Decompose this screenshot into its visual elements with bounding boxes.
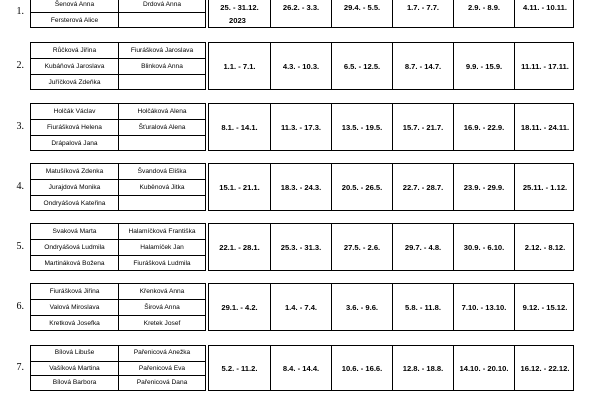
member-name: Drdová Anna	[118, 0, 205, 12]
dates-box	[208, 345, 574, 391]
date-range: 6.5. - 12.5.	[331, 43, 392, 89]
schedule-group	[0, 163, 600, 211]
member-name: Juříčková Zdeňka	[48, 78, 101, 86]
schedule-group	[0, 0, 600, 28]
names-box	[30, 0, 206, 28]
date-range: 1.7. - 7.7.	[392, 0, 453, 27]
member-name: Fiurášková Ludmila	[118, 256, 205, 271]
member-name: Holčáková Alena	[118, 104, 205, 119]
date-range: 26.2. - 3.3.	[270, 0, 331, 27]
date-range: 8.4. - 14.4.	[270, 346, 331, 390]
schedule-group	[0, 223, 600, 271]
name-row	[31, 195, 205, 211]
date-range: 7.10. - 13.10.	[453, 284, 514, 330]
group-number: 4.	[16, 181, 24, 192]
date-range: 29.7. - 4.8.	[392, 224, 453, 270]
member-name: Matušíková Zdenka	[45, 168, 104, 175]
dates-box	[208, 163, 574, 211]
date-range: 23.9. - 29.9.	[453, 164, 514, 210]
dates-box	[208, 42, 574, 90]
member-name: Halamíčková Františka	[118, 224, 205, 239]
date-range: 11.3. - 17.3.	[270, 104, 331, 150]
name-row	[31, 375, 205, 391]
date-range: 12.8. - 18.8.	[392, 346, 453, 390]
date-range: 10.6. - 16.6.	[331, 346, 392, 390]
date-range: 9.9. - 15.9.	[453, 43, 514, 89]
member-name: Pařenicová Anežka	[118, 346, 205, 361]
member-name: Švandová Eliška	[118, 164, 205, 179]
name-row	[31, 135, 205, 151]
date-range: 25.11. - 1.12.	[514, 164, 575, 210]
member-name	[118, 13, 205, 28]
date-range: 25. - 31.12.	[220, 3, 259, 12]
names-box	[30, 163, 206, 211]
member-name: Fiurášková Jaroslava	[118, 43, 205, 58]
name-row	[31, 315, 205, 331]
member-name	[118, 136, 205, 151]
date-range: 20.5. - 26.5.	[331, 164, 392, 210]
member-name: Kubáňová Jaroslava	[44, 63, 105, 71]
date-range: 1.4. - 7.4.	[270, 284, 331, 330]
date-range: 27.5. - 2.6.	[331, 224, 392, 270]
member-name: Růčková Jiřina	[52, 47, 97, 54]
names-box	[30, 345, 206, 391]
name-row	[31, 104, 205, 119]
date-range: 13.5. - 19.5.	[331, 104, 392, 150]
member-name: Kuběnová Jitka	[118, 180, 205, 195]
member-name: Halamíček Jan	[118, 240, 205, 255]
member-name: Vašíková Martina	[49, 364, 100, 372]
member-name: Bílová Libuše	[54, 349, 95, 356]
date-range: 5.2. - 11.2.	[221, 363, 258, 373]
date-range: 11.11. - 17.11.	[514, 43, 575, 89]
date-range: 29.4. - 5.5.	[331, 0, 392, 27]
date-range: 1.1. - 7.1.	[223, 61, 256, 71]
name-row	[31, 224, 205, 239]
date-range: 4.3. - 10.3.	[270, 43, 331, 89]
date-range: 15.1. - 21.1.	[219, 182, 260, 192]
name-row	[31, 43, 205, 58]
date-range: 22.1. - 28.1.	[219, 242, 260, 252]
member-name: Křenková Anna	[118, 284, 205, 299]
date-range: 8.1. - 14.1.	[221, 122, 258, 132]
member-name: Valová Miroslava	[49, 304, 100, 312]
schedule-group	[0, 42, 600, 90]
name-row	[31, 239, 205, 255]
date-range: 4.11. - 10.11.	[514, 0, 575, 27]
date-range: 30.9. - 6.10.	[453, 224, 514, 270]
date-range: 8.7. - 14.7.	[392, 43, 453, 89]
member-name: Ondryášová Kateřina	[43, 199, 106, 207]
member-name: Svaková Marta	[52, 228, 97, 235]
group-number: 6.	[16, 301, 24, 312]
date-range: 3.6. - 9.6.	[331, 284, 392, 330]
group-number: 2.	[16, 60, 24, 71]
member-name: Blinková Anna	[118, 59, 205, 74]
group-number: 3.	[16, 121, 24, 132]
name-row	[31, 74, 205, 90]
date-range: 16.9. - 22.9.	[453, 104, 514, 150]
names-box	[30, 42, 206, 90]
member-name: Pařenicová Eva	[118, 362, 205, 377]
schedule-group	[0, 345, 600, 391]
group-number: 7.	[16, 362, 24, 373]
schedule-group	[0, 283, 600, 331]
name-row	[31, 0, 205, 12]
member-name: Fersterová Alice	[50, 17, 99, 24]
name-row	[31, 299, 205, 315]
member-name: Holčák Václav	[53, 108, 96, 115]
dates-box	[208, 223, 574, 271]
year-label: 2023	[229, 16, 246, 25]
member-name: Šenová Anna	[54, 1, 95, 8]
member-name	[118, 75, 205, 90]
member-name: Fiurášková Jiřina	[49, 288, 100, 295]
names-box	[30, 283, 206, 331]
date-range: 5.8. - 11.8.	[392, 284, 453, 330]
member-name	[118, 196, 205, 211]
group-number: 5.	[16, 241, 24, 252]
date-range: 15.7. - 21.7.	[392, 104, 453, 150]
name-row	[31, 164, 205, 179]
dates-box	[208, 0, 574, 28]
date-range: 22.7. - 28.7.	[392, 164, 453, 210]
date-range: 16.12. - 22.12.	[514, 346, 575, 390]
name-row	[31, 119, 205, 135]
date-range: 14.10. - 20.10.	[453, 346, 514, 390]
names-box	[30, 223, 206, 271]
date-range: 9.12. - 15.12.	[514, 284, 575, 330]
member-name: Fiurášková Helena	[47, 124, 102, 132]
date-range: 25.3. - 31.3.	[270, 224, 331, 270]
date-range: 2.12. - 8.12.	[514, 224, 575, 270]
member-name: Pařenicová Dana	[118, 376, 205, 391]
name-row	[31, 284, 205, 299]
schedule-group	[0, 103, 600, 151]
date-range: 18.3. - 24.3.	[270, 164, 331, 210]
member-name: Jurajdová Monika	[48, 184, 101, 192]
date-range: 18.11. - 24.11.	[514, 104, 575, 150]
member-name: Kretková Josefka	[49, 319, 100, 327]
member-name: Drápalová Jana	[51, 139, 98, 147]
date-range: 2.9. - 8.9.	[453, 0, 514, 27]
name-row	[31, 58, 205, 74]
member-name: Martináková Božena	[44, 259, 105, 267]
group-number: 1.	[16, 6, 24, 17]
name-row	[31, 346, 205, 361]
name-row	[31, 361, 205, 377]
member-name: Šťuralová Alena	[118, 120, 205, 135]
member-name: Širová Anna	[118, 300, 205, 315]
names-box	[30, 103, 206, 151]
dates-box	[208, 103, 574, 151]
name-row	[31, 179, 205, 195]
dates-box	[208, 283, 574, 331]
date-range: 29.1. - 4.2.	[221, 302, 258, 312]
name-row	[31, 12, 205, 28]
member-name: Bílová Barbora	[52, 379, 97, 387]
member-name: Kretek Josef	[118, 316, 205, 331]
member-name: Ondryášová Ludmila	[44, 244, 105, 252]
name-row	[31, 255, 205, 271]
